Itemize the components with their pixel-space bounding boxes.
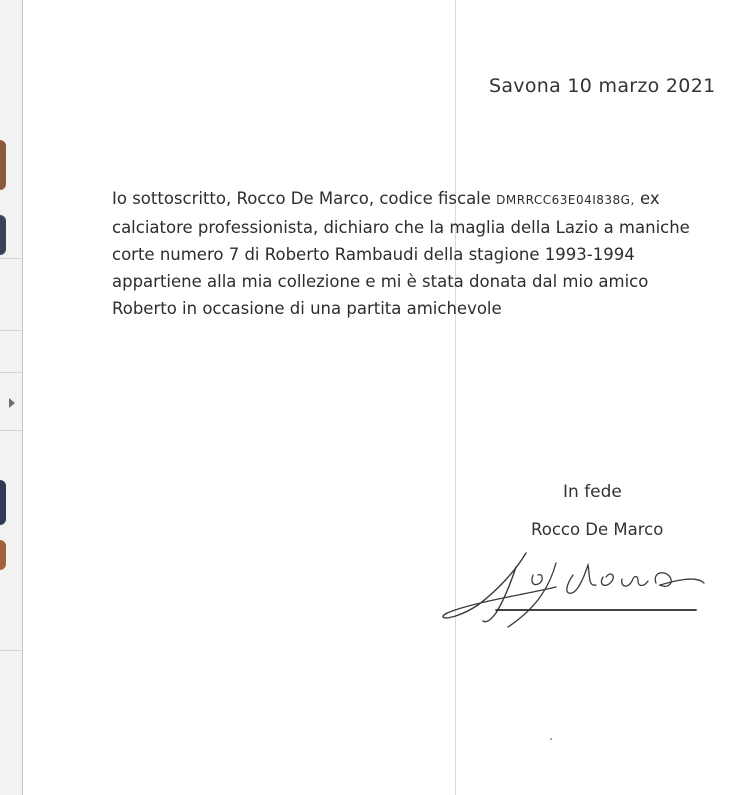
body-line-text: Io sottoscritto, Rocco De Marco, codice fiscale (112, 189, 497, 208)
letter-body (112, 185, 692, 322)
codice-fiscale: DMRRCC63E04I838G, (496, 193, 635, 207)
strip-divider (0, 258, 22, 259)
strip-divider (0, 330, 22, 331)
chevron-right-icon[interactable] (9, 398, 15, 408)
strip-divider (0, 372, 22, 373)
body-line: calciatore professionista, dichiaro che la maglia della Lazio a maniche (112, 218, 690, 237)
body-line: corte numero 7 di Roberto Rambaudi della stagione 1993-1994 (112, 245, 635, 264)
thumbnail-edge (0, 140, 6, 190)
letter-page (23, 0, 734, 795)
body-line: Roberto in occasione di una partita amichevole (112, 299, 502, 318)
strip-divider (0, 650, 22, 651)
signer-name: Rocco De Marco (531, 520, 664, 539)
side-panel-strip (0, 0, 23, 795)
paper-speck (550, 738, 552, 740)
thumbnail-edge (0, 215, 6, 255)
page-fold-line (455, 0, 456, 795)
body-line: appartiene alla mia collezione e mi è stata donata dal mio amico (112, 272, 649, 291)
body-line-text: ex (634, 189, 660, 208)
thumbnail-edge (0, 540, 6, 570)
strip-divider (0, 430, 22, 431)
place-date: Savona 10 marzo 2021 (489, 75, 716, 97)
closing-phrase: In fede (563, 482, 622, 502)
body-line (112, 185, 692, 214)
thumbnail-edge (0, 480, 6, 525)
handwritten-signature (438, 545, 713, 635)
